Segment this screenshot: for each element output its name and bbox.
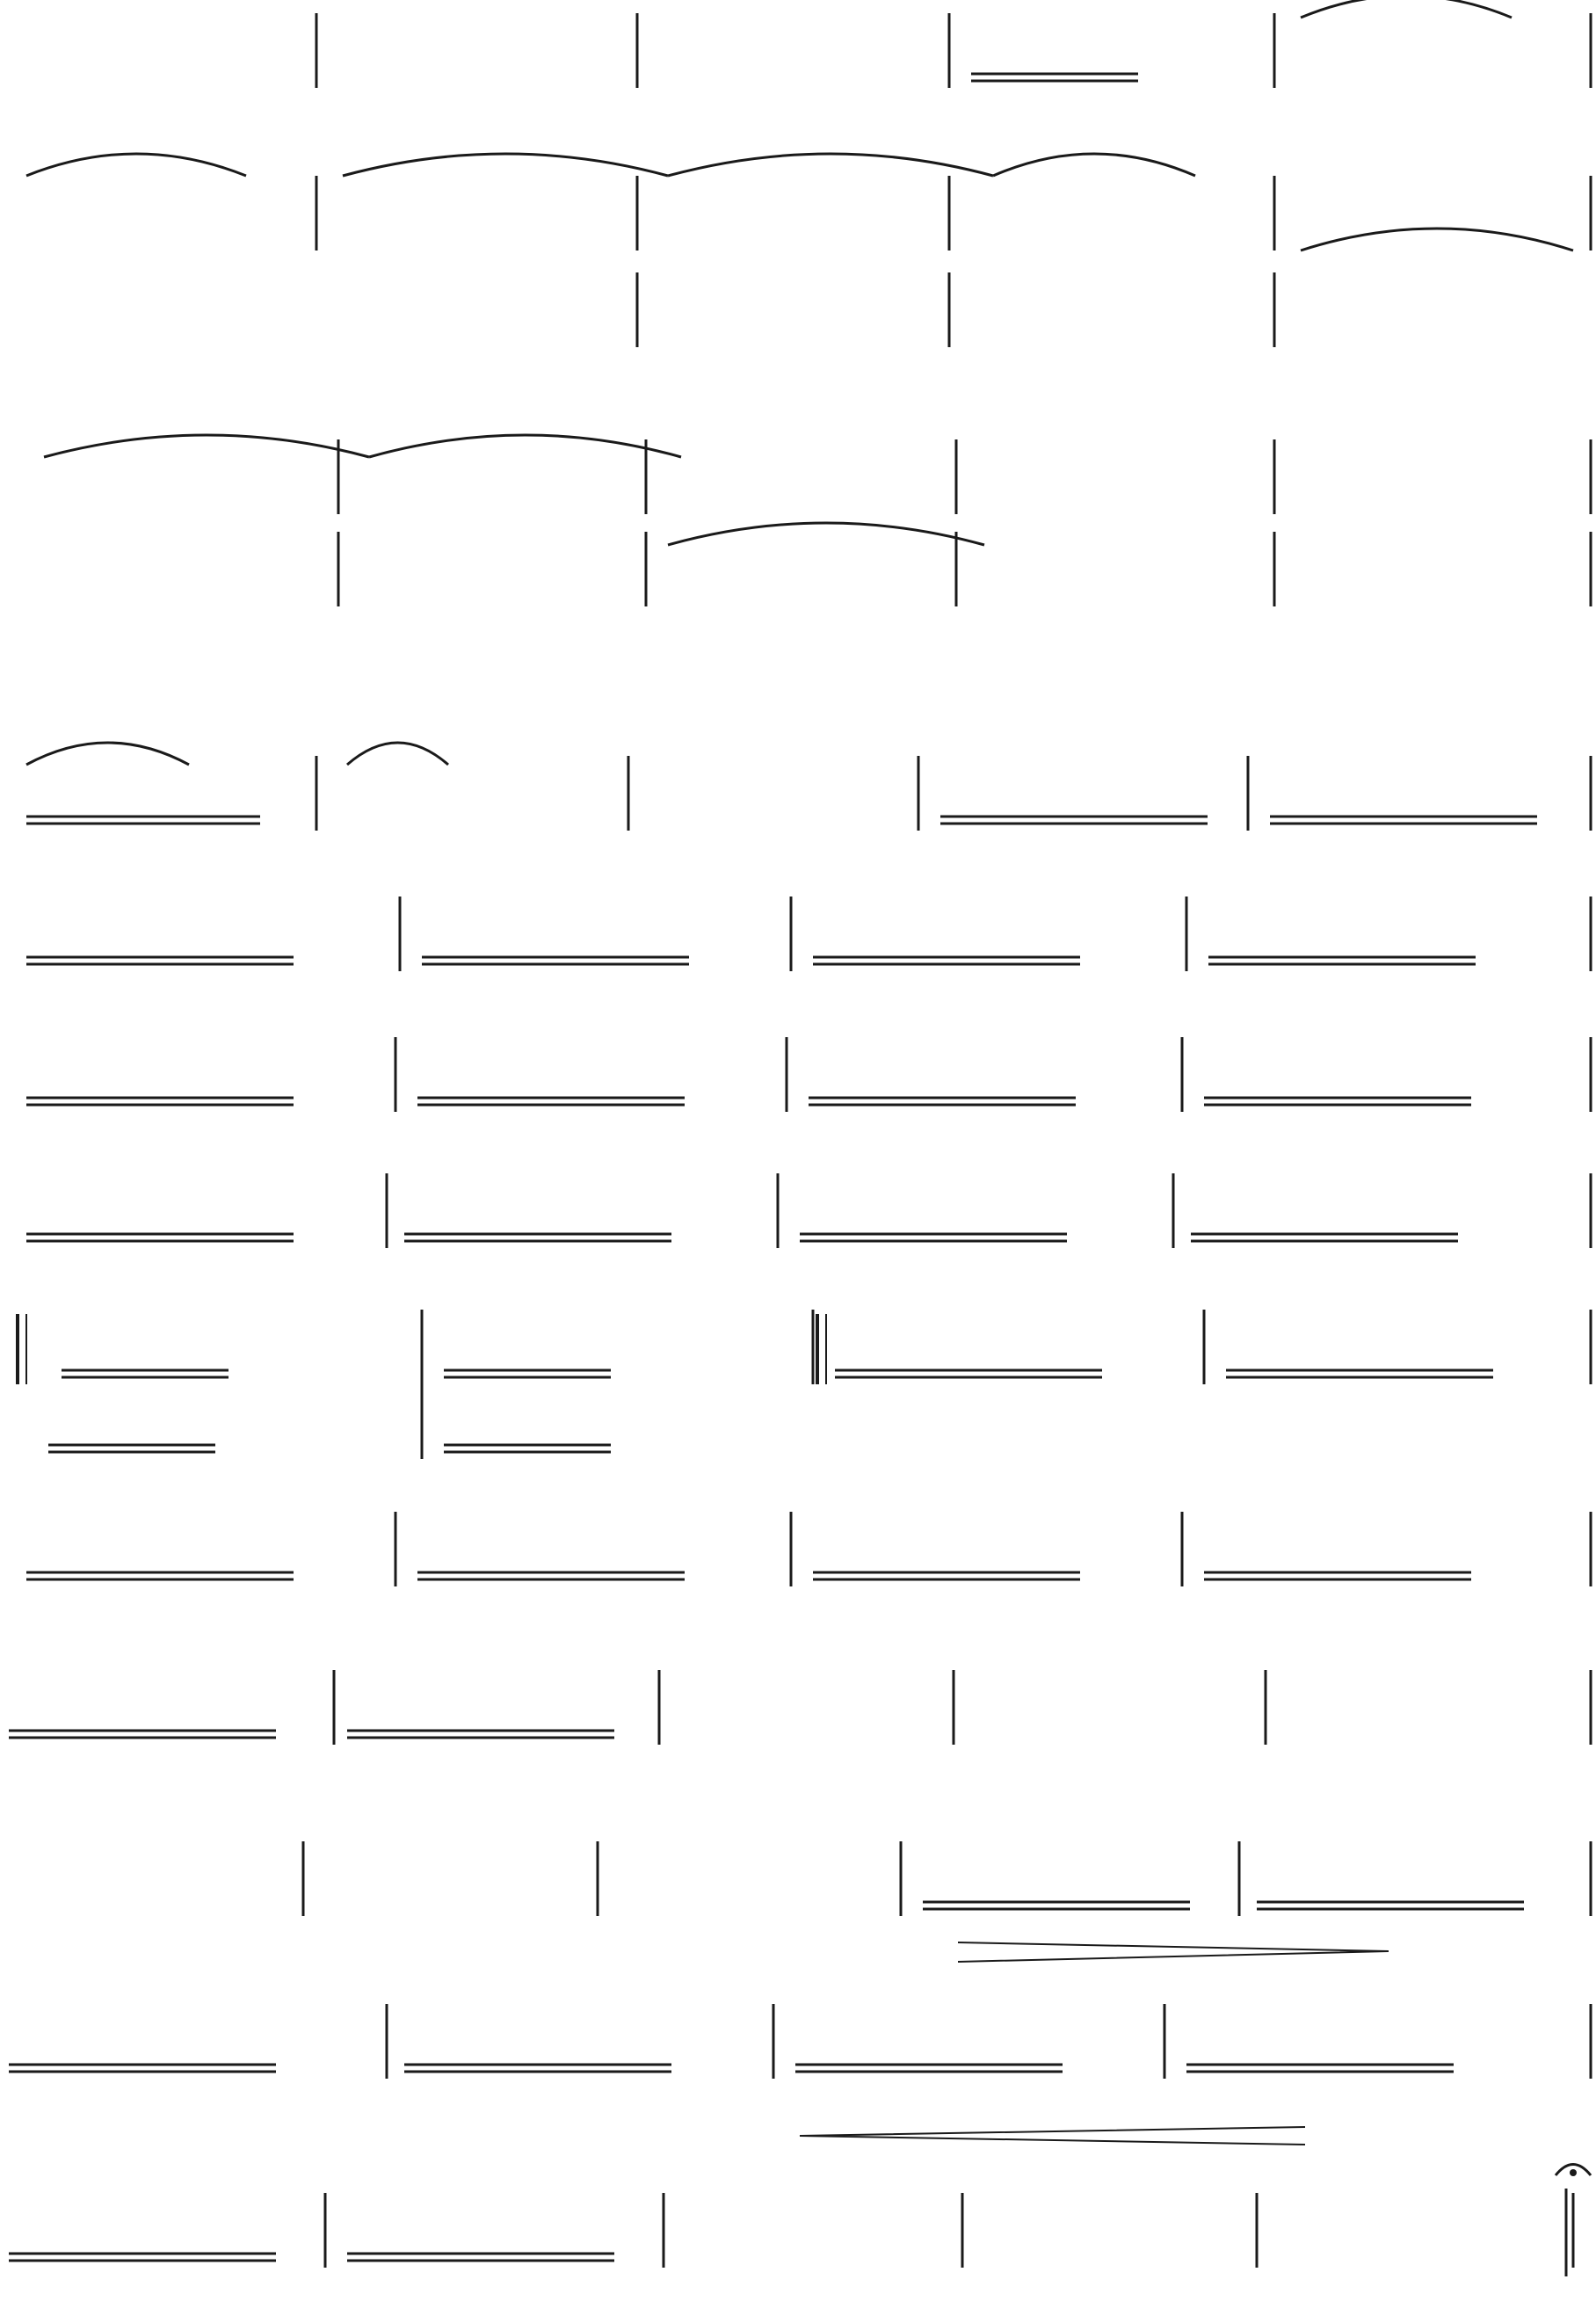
slur <box>1301 0 1512 18</box>
slur <box>347 743 448 765</box>
hairpin-decrescendo <box>958 1942 1389 1962</box>
slur <box>26 743 189 765</box>
slur <box>343 154 668 176</box>
fermata-dot <box>1570 2169 1577 2176</box>
slur <box>668 523 984 545</box>
hairpin-crescendo <box>800 2127 1305 2145</box>
slur <box>1301 229 1573 250</box>
slur <box>26 154 246 176</box>
slur <box>668 154 993 176</box>
slur <box>44 435 369 457</box>
slur <box>993 154 1195 176</box>
slur <box>369 435 681 457</box>
